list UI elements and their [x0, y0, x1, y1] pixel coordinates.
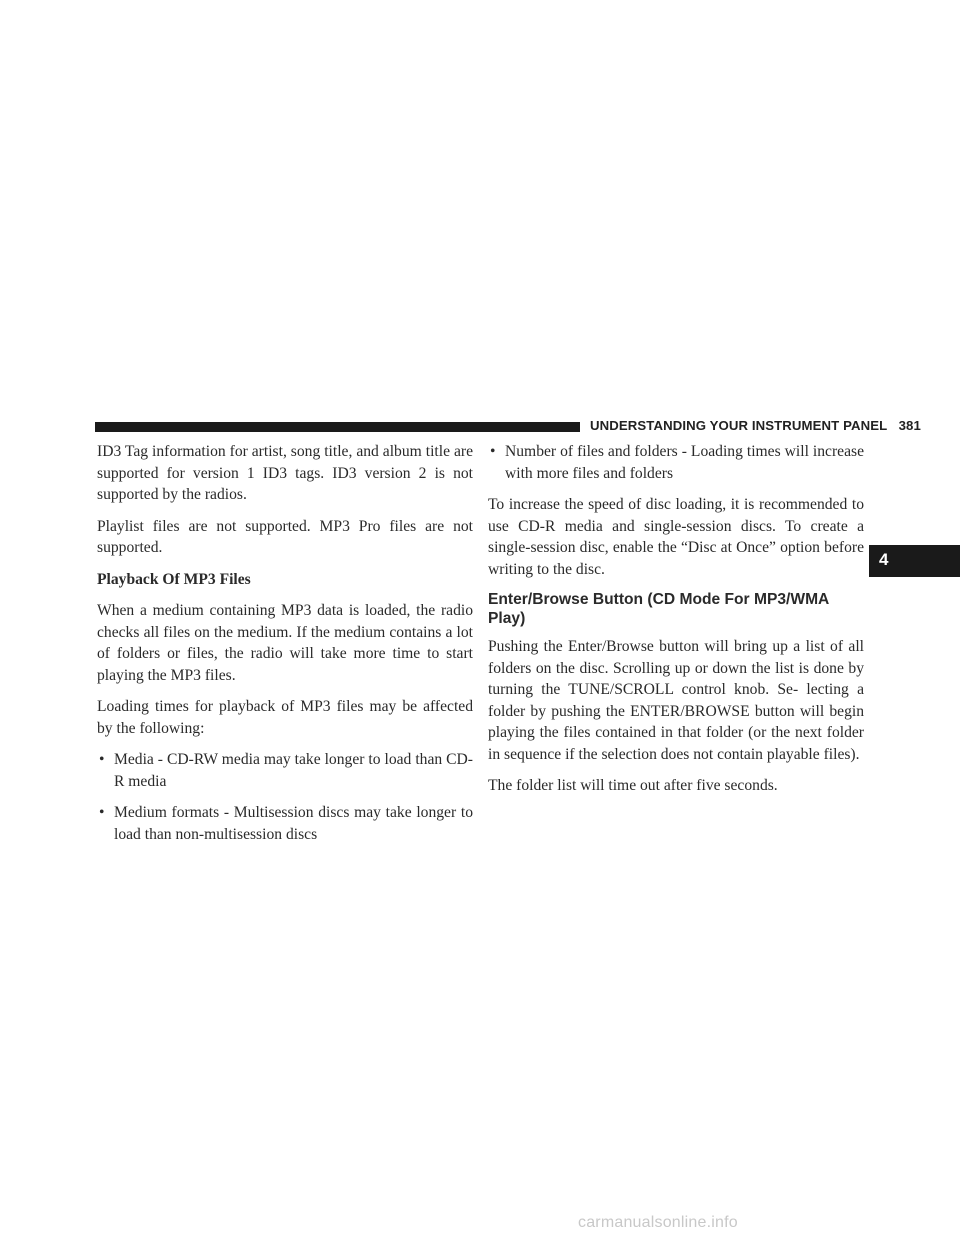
section-title: UNDERSTANDING YOUR INSTRUMENT PANEL	[590, 418, 888, 433]
section-heading: Playback Of MP3 Files	[97, 570, 251, 588]
paragraph: To increase the speed of disc loading, it is recommended to use CD-R media and single-session discs. To create a single-session disc, enable the “Disc at Once” option before writing to the disc.	[488, 496, 864, 578]
list-item-text: Media - CD-RW media may take longer to load than CD-R media	[114, 751, 473, 790]
chapter-tab	[869, 545, 960, 577]
paragraph: Playlist files are not supported. MP3 Pro files are not supported.	[97, 517, 473, 556]
section-heading: Enter/Browse Button (CD Mode For MP3/WMA Play)	[488, 591, 829, 627]
paragraph: When a medium containing MP3 data is loaded, the radio checks all files on the medium. If the medium contains a lot of folders or files, the radio will take more time to start playing the MP3 files.	[97, 602, 473, 684]
paragraph: Pushing the Enter/Browse button will bring up a list of all folders on the disc. Scrolling up or down the list is done by turning the TUNE/SCROLL control knob. Se- lecting a folder by pushing the ENTER/BROWSE button will begin playing the files contained in that folder (or the next folder in sequence if the selection does not contain playable files).	[488, 638, 864, 763]
paragraph: The folder list will time out after five seconds.	[488, 777, 778, 794]
list-item	[97, 749, 473, 792]
page-number: 381	[898, 418, 921, 433]
header-rule	[95, 422, 580, 432]
bullet-icon: •	[99, 751, 105, 768]
paragraph: ID3 Tag information for artist, song title, and album title are supported for version 1 ID3 tags. ID3 version 2 is not supported by the radios.	[97, 443, 473, 503]
list-item	[97, 802, 473, 845]
watermark: carmanualsonline.info	[578, 1214, 738, 1231]
bullet-icon: •	[99, 804, 105, 821]
list-item	[488, 441, 864, 484]
chapter-number: 4	[879, 550, 889, 569]
list-item-text: Medium formats - Multisession discs may take longer to load than non-multisession discs	[114, 804, 473, 843]
bullet-icon: •	[490, 443, 496, 460]
paragraph: Loading times for playback of MP3 files may be affected by the following:	[97, 698, 473, 737]
list-item-text: Number of files and folders - Loading times will increase with more files and folders	[505, 443, 864, 482]
left-column	[97, 441, 473, 855]
right-column	[488, 441, 864, 807]
running-header	[590, 418, 921, 433]
